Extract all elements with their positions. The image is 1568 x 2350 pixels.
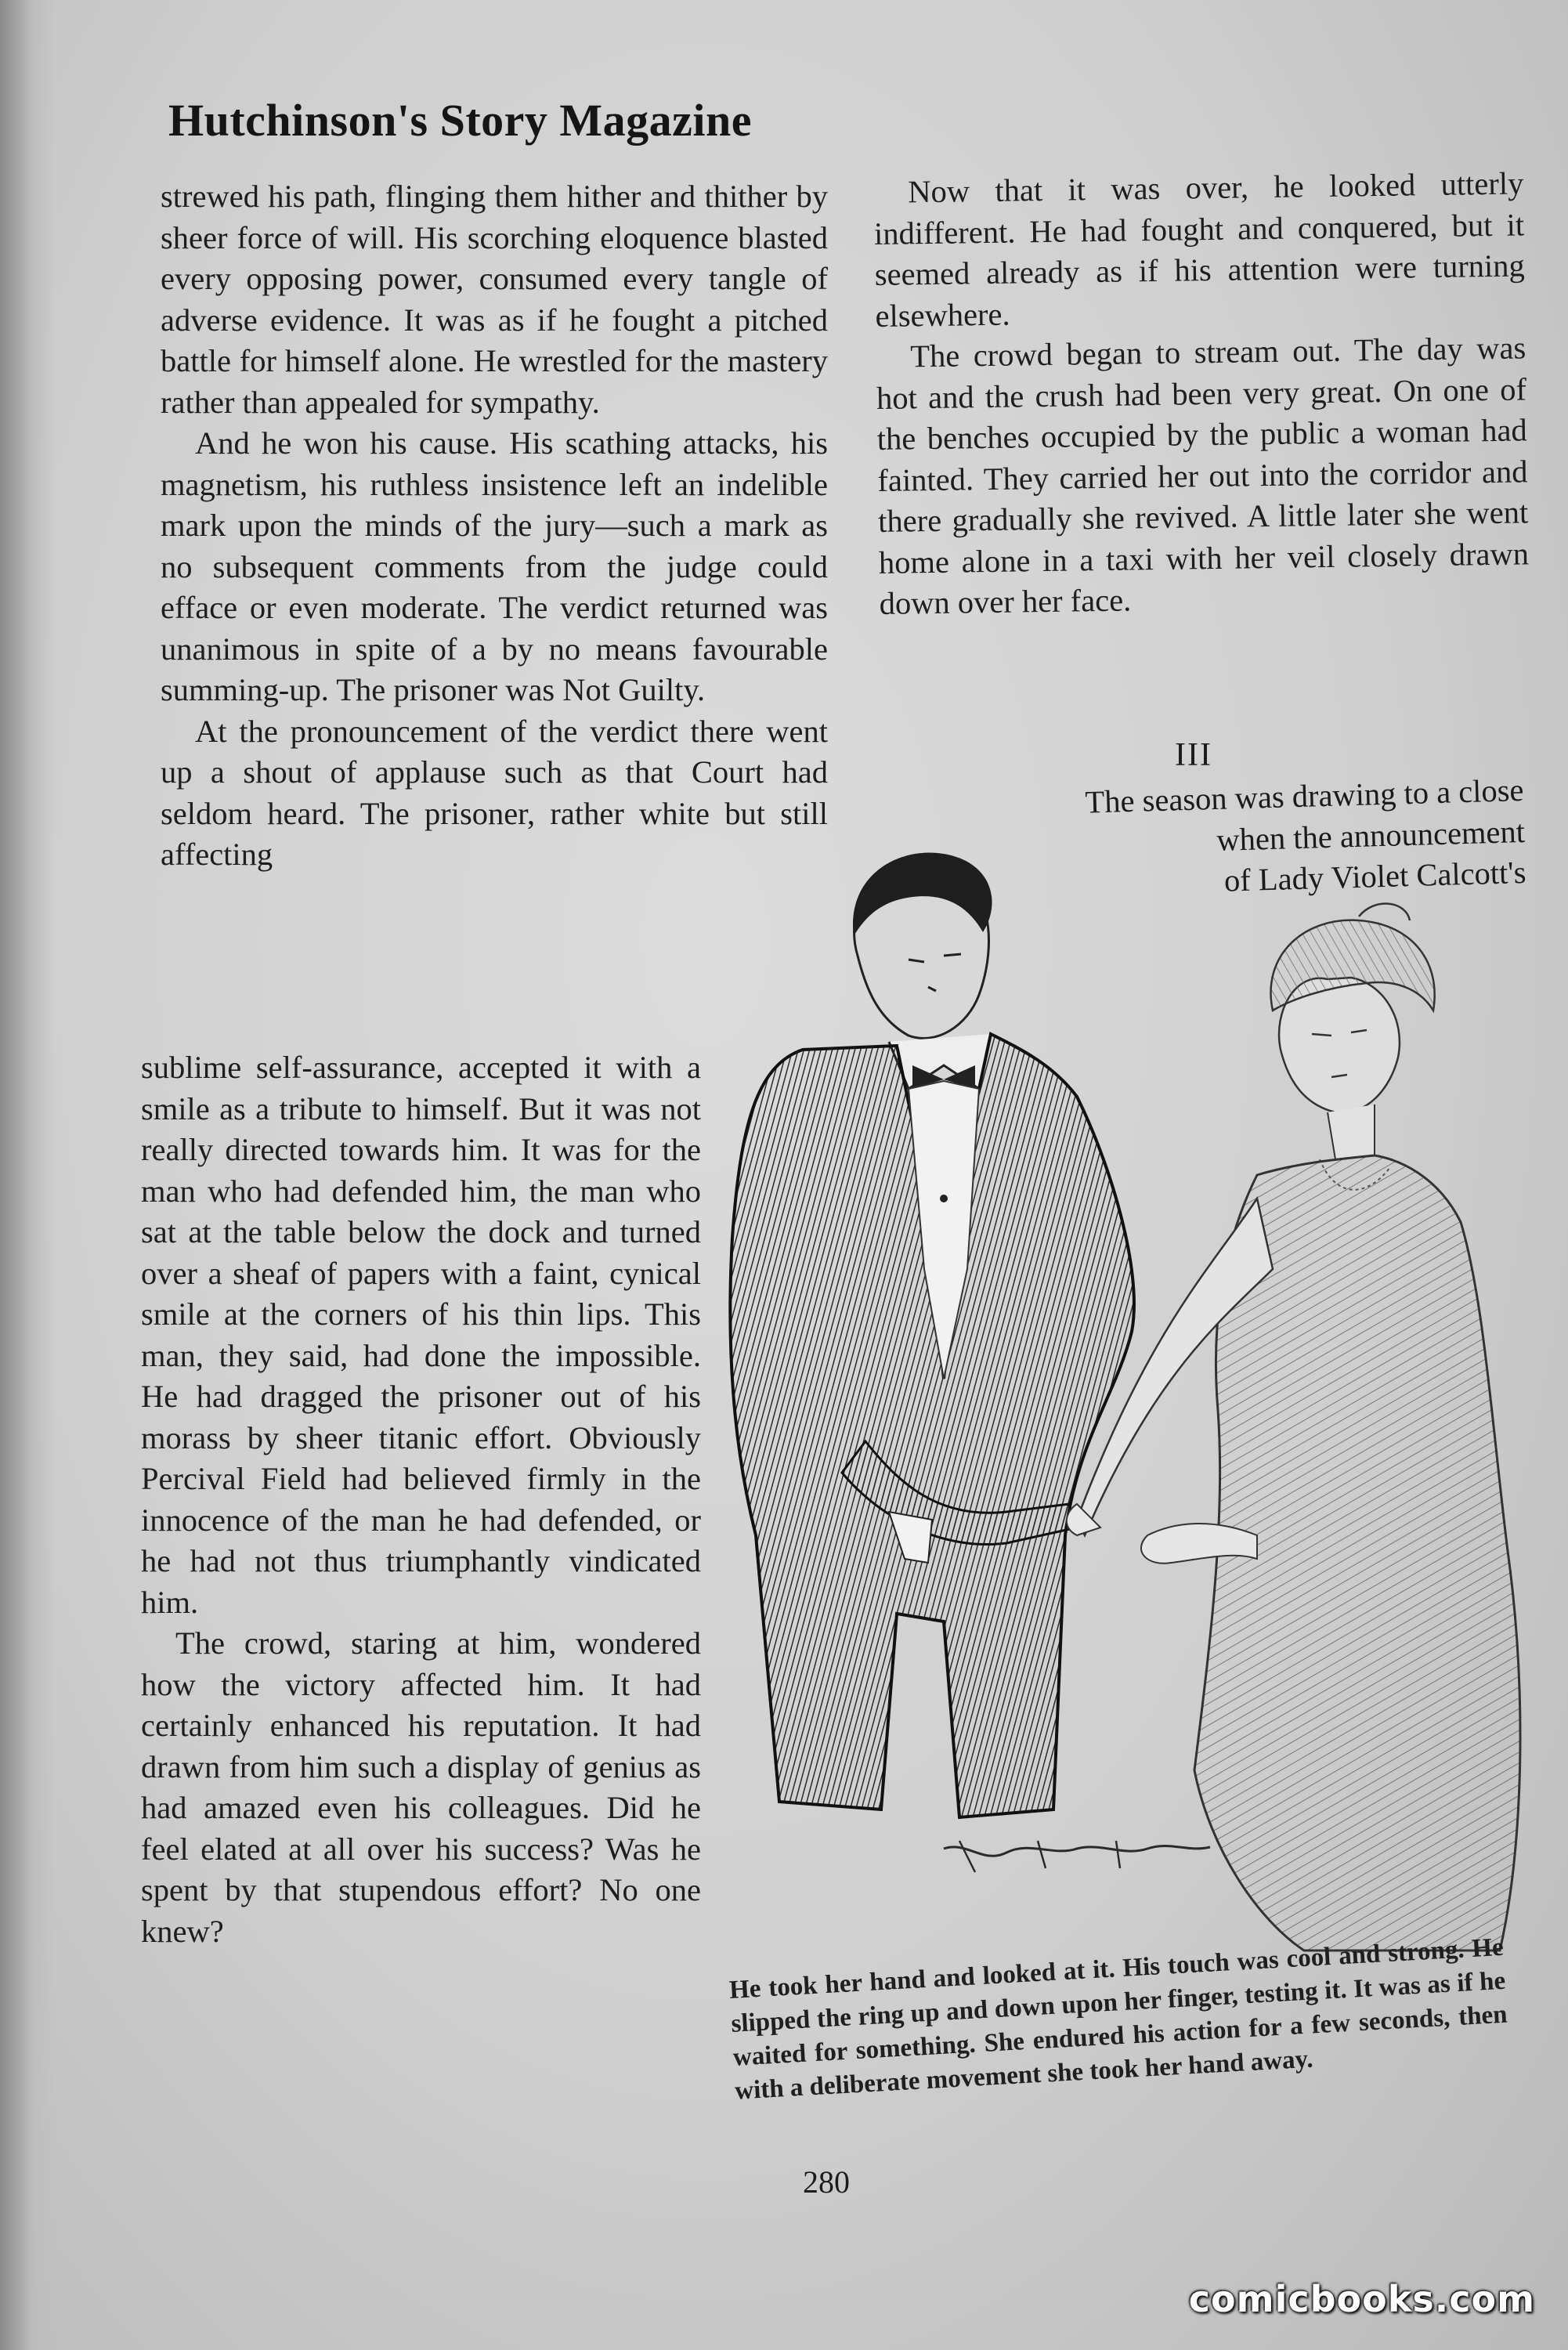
magazine-title: Hutchinson's Story Magazine	[168, 95, 752, 146]
paragraph: strewed his path, flinging them hither and thither by sheer force of will. His scorching eloquence blasted every opposing power, consumed every tangle of adverse evidence. It was as if he fought a pitched battle for himself alone. He wrestled for the mastery rather than appealed for sympathy.	[161, 179, 828, 420]
paragraph: sublime self-assurance, accepted it with a smile as a tribute to himself. But it was not really directed towards him. It was for the man who had defended him, the man who sat at the table below the dock and turned over a sheaf of papers with a faint, cynical smile at the corners of his thin lips. This man, they said, had done the impossible. He had dragged the prisoner out of his morass by sheer titanic effort. Obviously Percival Field had believed firmly in the innocence of the man he had defended, or he had not thus triumphantly vindicated him.	[141, 1050, 701, 1620]
paragraph: The crowd, staring at him, wondered how the victory affected him. It had certainly enhanced his reputation. It had drawn from him such a display of genius as had amazed even his colleagues. Did he feel elated at all over his success? Was he spent by that stupendous effort? No one knew?	[141, 1625, 701, 1949]
man-figure	[730, 852, 1134, 1817]
paragraph: The crowd began to stream out. The day was hot and the crush had been very great. On one of the benches occupied by the public a woman had fainted. They carried her out into the corridor and there gradually she revived. A little later she went home alone in a taxi with her veil closely drawn down over her face.	[876, 330, 1530, 621]
illustration-caption: He took her hand and looked at it. His touch was cool and strong. He slipped the ring up and down upon her finger, testing it. It was as if he waited for something. She endured his action for a few seconds, then with a deliberate movement she took her hand away.	[728, 1932, 1508, 2106]
illustration-couple-engraving	[709, 830, 1535, 1958]
section-number: III	[1175, 737, 1212, 773]
page-number: 280	[803, 2164, 850, 2200]
section-line: of Lady Violet Calcott's	[1223, 854, 1526, 898]
left-column-top	[161, 176, 828, 876]
paragraph: At the pronouncement of the verdict there went up a shout of applause such as that Court had seldom heard. The prisoner, rather white but still affecting	[161, 713, 828, 872]
page-spine-shadow	[0, 0, 55, 2350]
paragraph: Now that it was over, he looked utterly indifferent. He had fought and conquered, but it seemed already as if his attention were turning elsewhere.	[873, 165, 1526, 334]
right-column	[873, 163, 1530, 624]
woman-figure	[1067, 904, 1520, 1950]
paragraph: And he won his cause. His scathing attacks, his magnetism, his ruthless insistence left an indelible mark upon the minds of the jury—such a mark as no subsequent comments from the judge could efface or even moderate. The verdict returned was unanimous in spite of a by no means favourable summing-up. The prisoner was Not Guilty.	[161, 425, 828, 707]
section-line: The season was drawing to a close	[1084, 772, 1525, 820]
left-column-bottom	[141, 1047, 701, 1952]
section-line: when the announcement	[1216, 813, 1526, 858]
site-watermark: comicbooks.com	[1188, 2278, 1535, 2320]
